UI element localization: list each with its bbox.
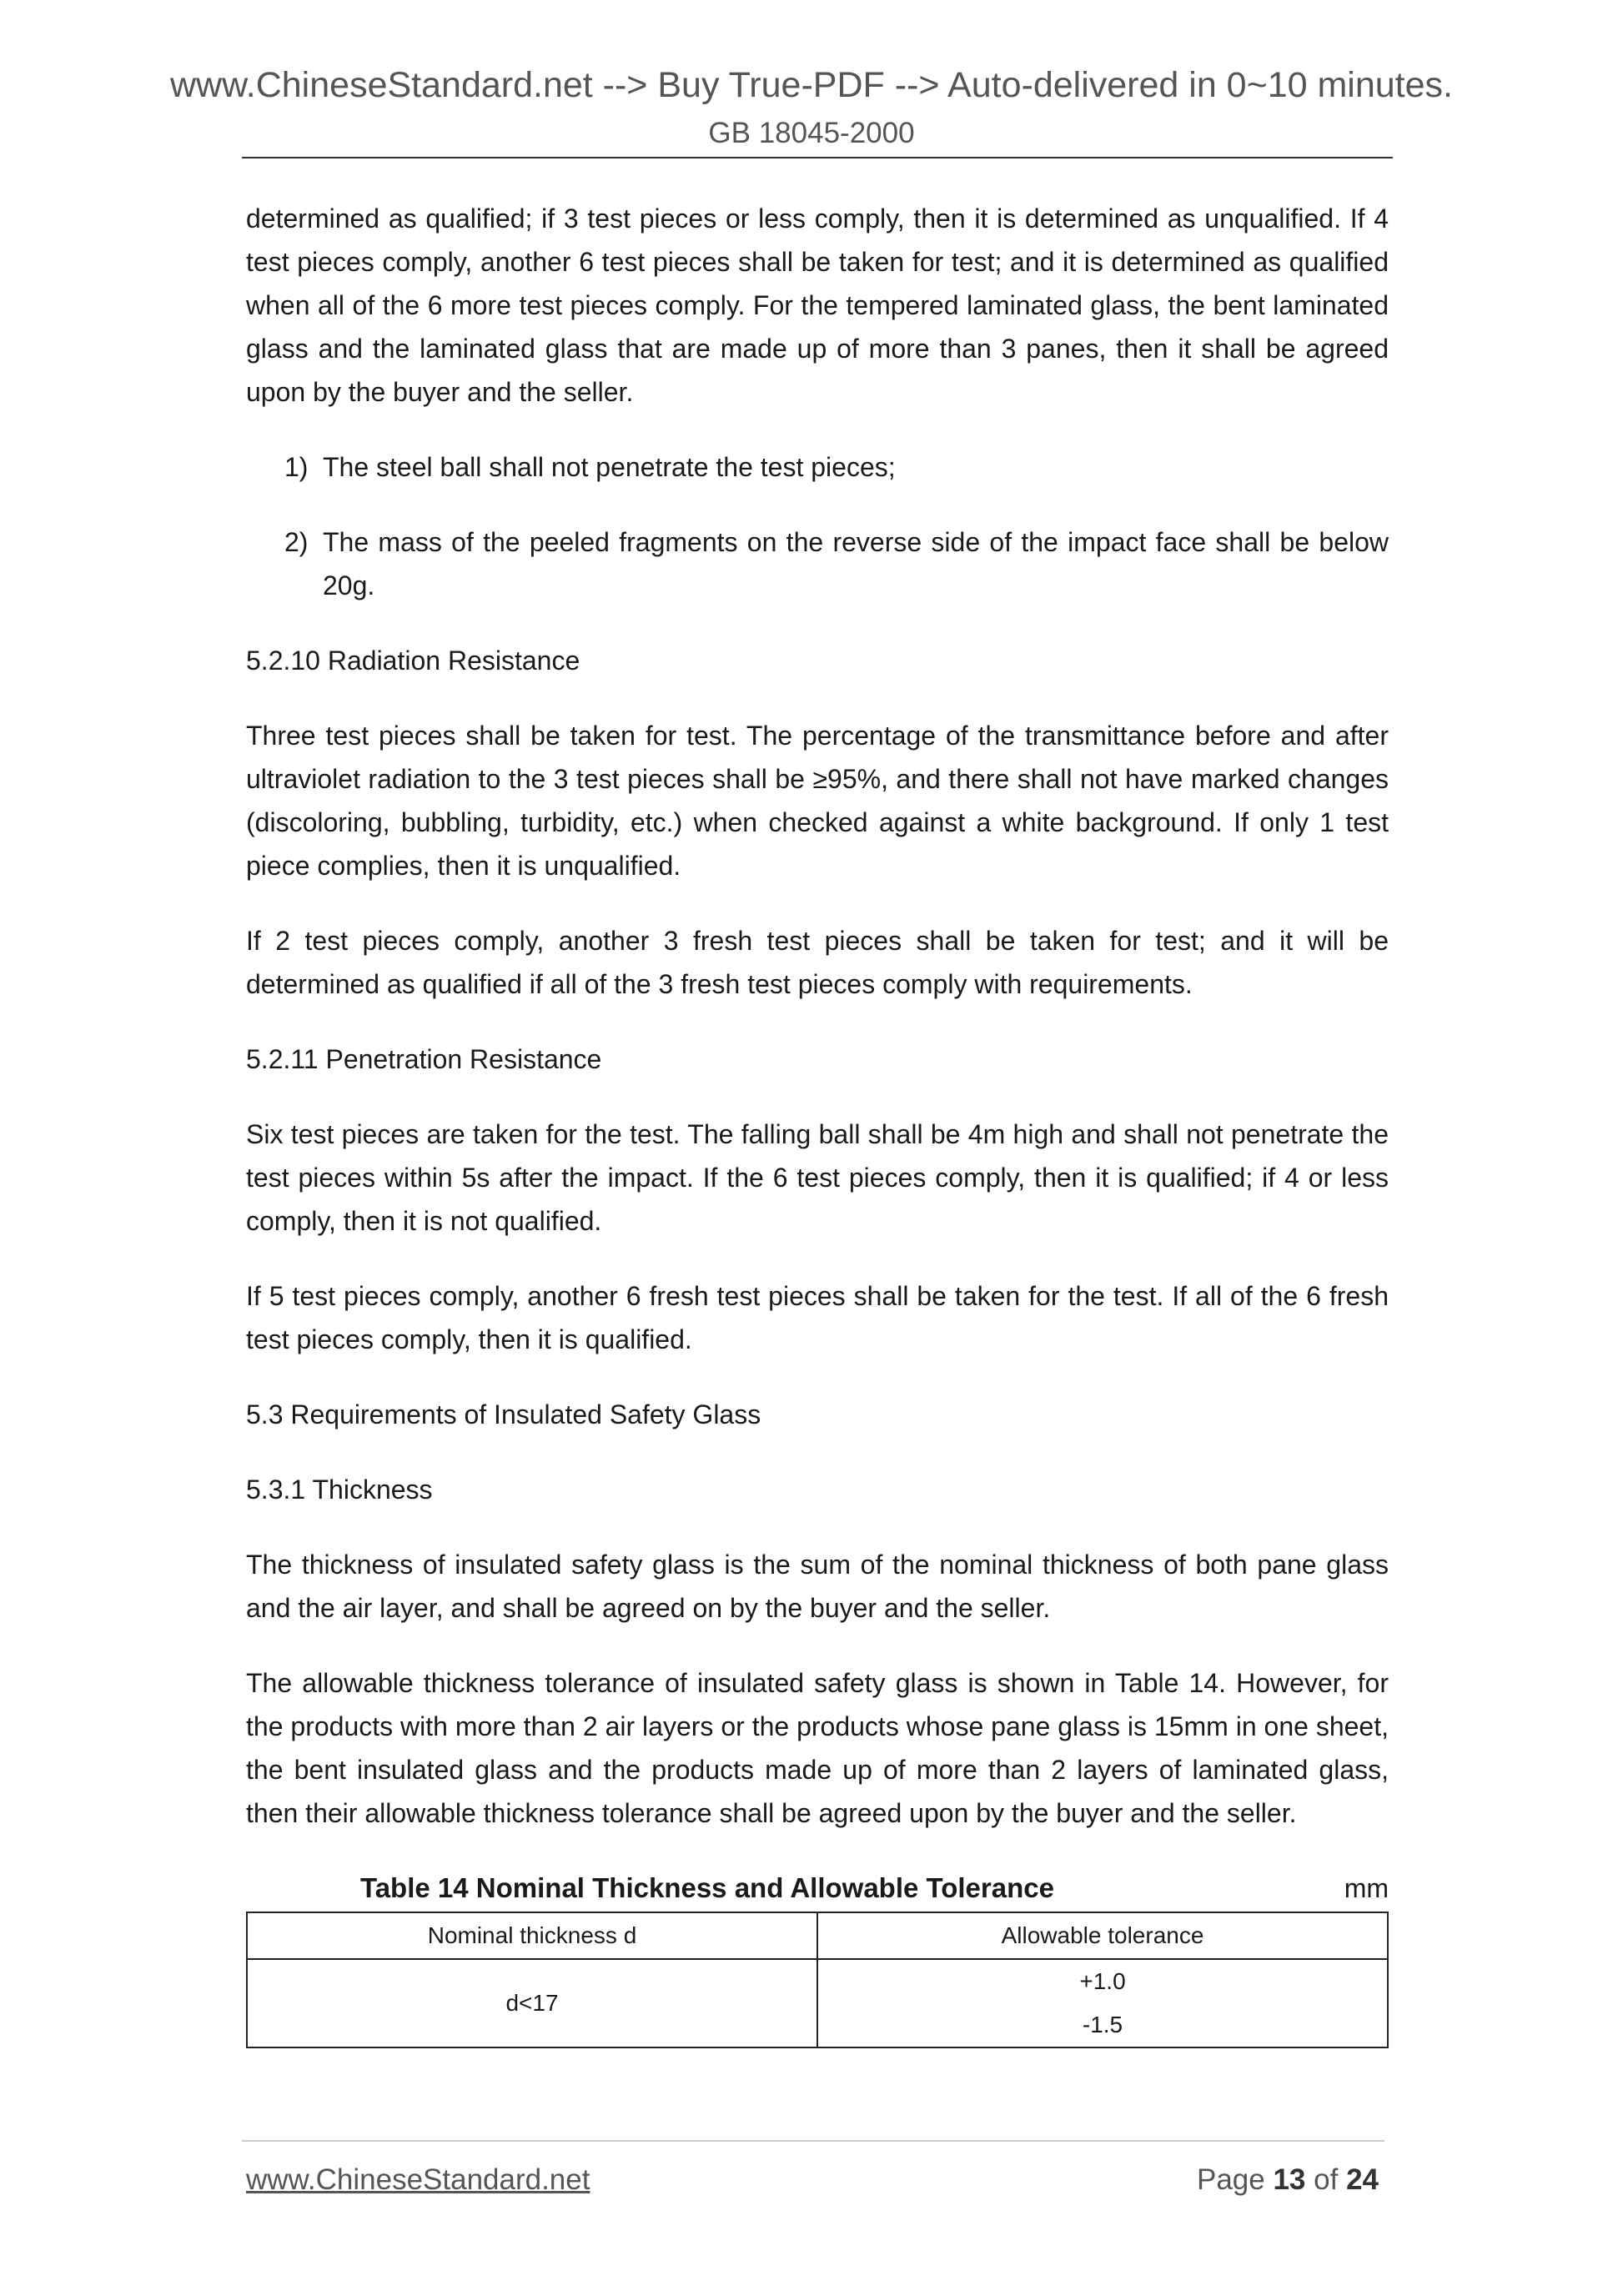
table-caption-row <box>246 1866 1389 1910</box>
list-number: 2) <box>284 527 309 557</box>
section-heading: 5.3 Requirements of Insulated Safety Glass <box>246 1399 761 1429</box>
column-header: Allowable tolerance <box>817 1912 1388 1959</box>
tolerance-plus: +1.0 <box>1079 1968 1126 1994</box>
paragraph: The allowable thickness tolerance of insulated safety glass is shown in Table 14. However, for the products with more than 2 air layers or the products whose pane glass is 15mm in one sheet, the bent insulated glass and the products made up of more than 2 layers of laminated glass, then their allowable thickness tolerance shall be agreed upon by the buyer and the seller. <box>246 1668 1389 1828</box>
paragraph: If 2 test pieces comply, another 3 fresh test pieces shall be taken for test; and it will be determined as qualified if all of the 3 fresh test pieces comply with requirements. <box>246 926 1389 999</box>
page-indicator <box>1197 2163 1379 2197</box>
tolerance-minus: -1.5 <box>1082 2012 1123 2037</box>
paragraph: The thickness of insulated safety glass is the sum of the nominal thickness of both pane glass and the air layer, and shall be agreed on by the buyer and the seller. <box>246 1550 1389 1623</box>
list-text: The steel ball shall not penetrate the test pieces; <box>323 452 896 482</box>
footer-website-link[interactable]: www.ChineseStandard.net <box>246 2163 590 2196</box>
document-body <box>246 197 1389 2048</box>
column-header: Nominal thickness d <box>247 1912 817 1959</box>
paragraph: determined as qualified; if 3 test pieces or less comply, then it is determined as unqualified. If 4 test pieces comply, another 6 test pieces shall be taken for test; and it is determined as qualified when all of the 6 more test pieces comply. For the tempered laminated glass, the bent laminated glass and the laminated glass that are made up of more than 3 panes, then it shall be agreed upon by the buyer and the seller. <box>246 203 1389 407</box>
section-heading: 5.2.11 Penetration Resistance <box>246 1044 602 1074</box>
table-row <box>247 1959 1388 2047</box>
standard-number: GB 18045-2000 <box>708 117 915 149</box>
page-total: 24 <box>1346 2163 1379 2196</box>
table-header-row <box>247 1912 1388 1959</box>
section-heading: 5.3.1 Thickness <box>246 1475 433 1505</box>
table-cell-tolerance <box>817 1959 1388 2047</box>
paragraph: If 5 test pieces comply, another 6 fresh test pieces shall be taken for the test. If all of the 6 fresh test pieces comply, then it is qualified. <box>246 1281 1389 1354</box>
list-number: 1) <box>284 452 309 482</box>
tolerance-table <box>246 1912 1389 2048</box>
list-text: The mass of the peeled fragments on the reverse side of the impact face shall be below 20g. <box>323 527 1389 600</box>
page-label: Page <box>1196 2163 1265 2196</box>
section-heading: 5.2.10 Radiation Resistance <box>246 646 580 676</box>
list-item <box>246 445 1389 489</box>
header-banner: www.ChineseStandard.net --> Buy True-PDF --> Auto-delivered in 0~10 minutes. <box>169 65 1453 105</box>
footer-divider <box>242 2140 1384 2142</box>
page-current: 13 <box>1273 2163 1306 2196</box>
paragraph: Three test pieces shall be taken for test. The percentage of the transmittance before and after ultraviolet radiation to the 3 test pieces shall be ≥95%, and there shall not have marked changes (discoloring, bubbling, turbidity, etc.) when checked against a white background. If only 1 test piece complies, then it is unqualified. <box>246 721 1389 881</box>
header-divider <box>242 157 1393 158</box>
table-cell-thickness: d<17 <box>247 1959 817 2047</box>
list-item <box>246 520 1389 607</box>
paragraph: Six test pieces are taken for the test. The falling ball shall be 4m high and shall not penetrate the test pieces within 5s after the impact. If the 6 test pieces comply, then it is qualified; if 4 or less comply, then it is not qualified. <box>246 1119 1389 1236</box>
table-unit: mm <box>1344 1873 1389 1903</box>
page-of: of <box>1314 2163 1339 2196</box>
table-caption: Table 14 Nominal Thickness and Allowable Tolerance <box>360 1872 1054 1903</box>
